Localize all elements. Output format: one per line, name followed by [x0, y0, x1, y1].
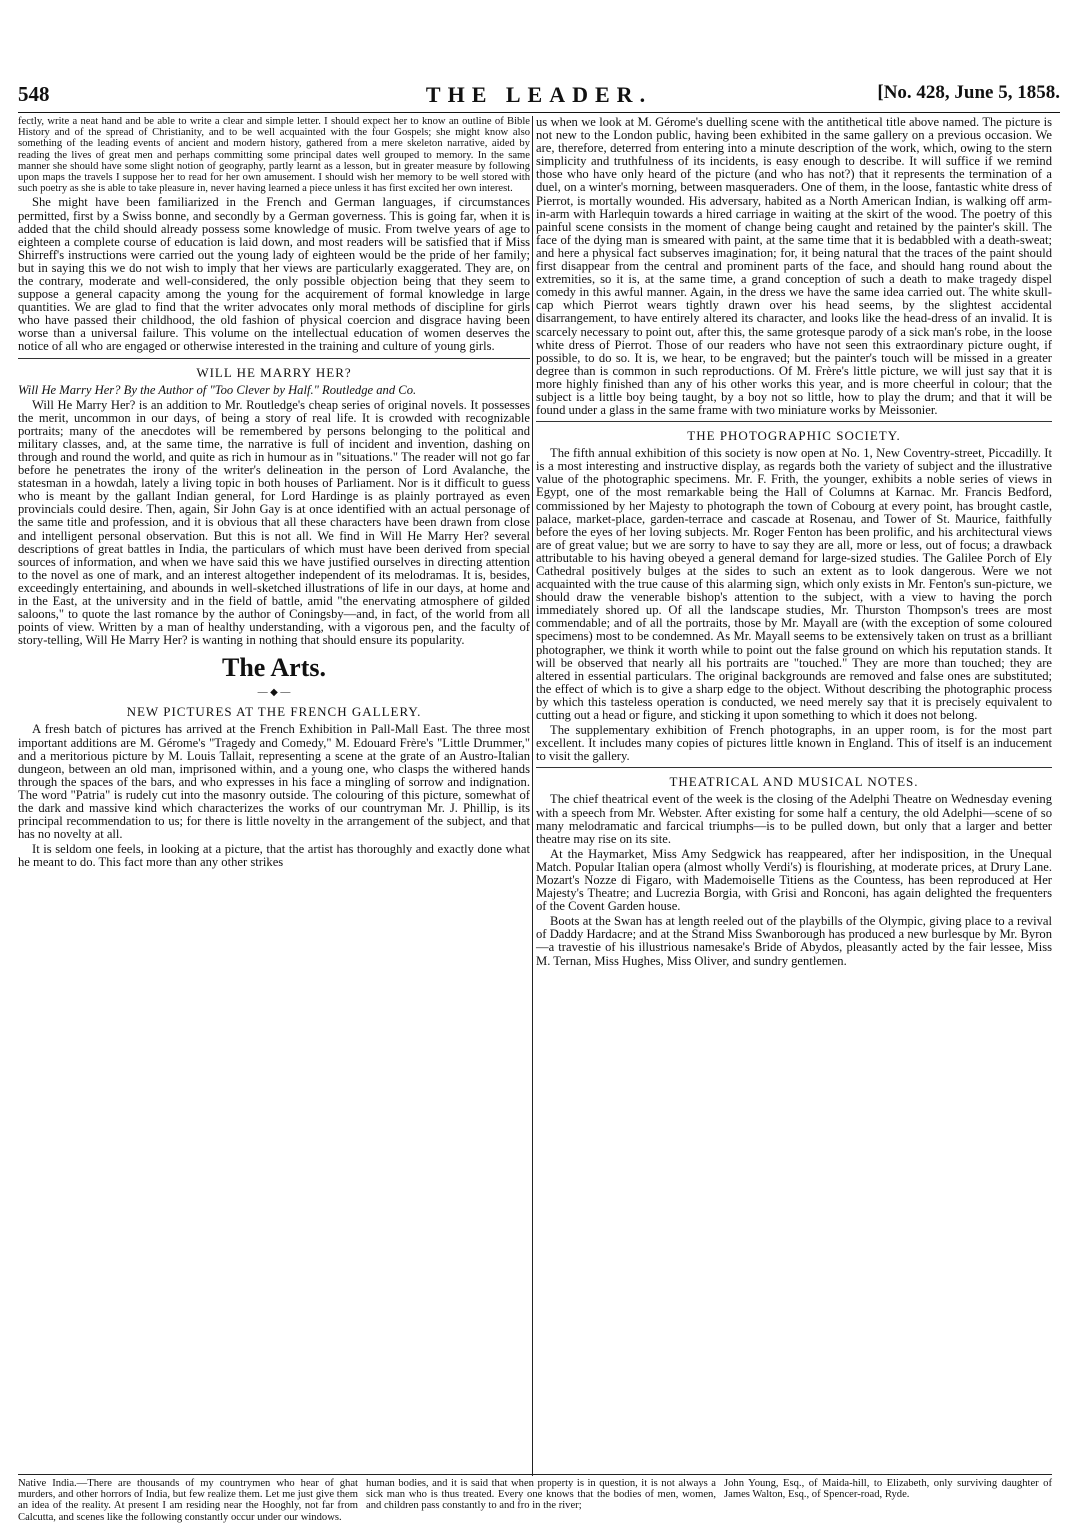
paragraph: The chief theatrical event of the week is the closing of the Adelphi Theatre on Wednesday evening with a speech from Mr. Webster. After existing for some half a century, the old Adelphi—scene of so many melodramatic and farcical triumphs—is to be pulled down, but only that a larger and better theatre may rise on its site. — [536, 792, 1052, 846]
paragraph: It is seldom one feels, in looking at a picture, that the artist has thoroughly and exactly done what he meant to do. This fact more than any other strikes — [18, 842, 530, 870]
section-rule — [536, 767, 1052, 768]
book-citation: Will He Marry Her? By the Author of "Too Clever by Half." Routledge and Co. — [18, 382, 417, 397]
article-continuation: us when we look at M. Gérome's duelling scene with the antithetical title above named. The picture is not new to the London public, having been exhibited in the same gallery on a previous occasion. We are, therefore, deterred from entering into a minute description of the work, which, owing to the stern simplicity and truthfulness of its incidents, is easy enough to describe. It will suffice if we remind those who have only heard of the picture (and who has not?) that it represents the termination of a duel, on a winter's morning, between masqueraders. One of them, in the loose, fantastic white dress of Pierrot, is mortally wounded. His adversary, habited as a North American Indian, is walking off arm-in-arm with Harlequin towards a hired carriage in waiting at the skirt of the wood. The poetry of this painful scene consists in the moment of change being caught and retained by the painter's skill. The face of the dying man is smeared with paint, at the same time that it is bedabbled with a death-sweat; and here a physical fact subserves imagination; for, it being natural that the traces of the paint should first disappear from the central and prominent parts of the face, and should hang round about the extremities, so it is, at the same time, a grand conception of such a death to make tragedy dispel comedy in this awful manner. Again, in the dress we have the same idea carried out. The white skull-cap which Pierrot wears tightly drawn over his head seems, by the slightest accidental disarrangement, to have entirely altered its character, and looks like the head-dress of an invalid. It is scarcely necessary to point out, after this, the same grotesque parody of a sick man's robe, in the loose white dress of Pierrot. Those of our readers who have not seen this extraordinary picture ought, if possible, to do so. It is, we hear, to be engraved; but the painter's touch will be missed in a greater degree than is common in such reproductions. Of M. Frère's little picture, we will just say that it is more highly finished than any of his other works this year, and is more cheerful in colour; that the subject is a little boy being taught, by a boy not so little, how to play the drum; and that it will be found under a glass in the same frame with two miniature works by Meissonier. — [536, 115, 1052, 418]
paragraph: Boots at the Swan has at length reeled out of the playbills of the Olympic, giving place to a revival of Daddy Hardacre; and at the Strand Miss Swanborough has produced a new burlesque by Mr. Byron—a travestie of his illustrious namesake's Bride of Abydos, pleasantly acted by the fair lessee, Miss M. Ternan, Miss Hughes, Miss Oliver, and sundry gentlemen. — [536, 914, 1052, 968]
column-divider — [532, 116, 533, 1476]
bottom-rule — [18, 1474, 1052, 1475]
left-column — [18, 116, 530, 1470]
right-column — [536, 116, 1052, 1470]
heading-will-he-marry-her: WILL HE MARRY HER? — [196, 364, 352, 380]
notice-text: John Young, Esq., of Maida-hill, to Elizabeth, only surviving daughter of James Walton, Esq., of Spencer-road, Ryde. — [724, 1478, 1052, 1501]
article-continuation: fectly, write a neat hand and be able to write a clear and simple letter. I should expect her to know an outline of Bible History and of the spread of Christianity, and to be well acquainted with the four Gospels; she might know also something of the leading events of ancient and modern history, gathered from a mere skeleton narrative, aided by reading the lives of great men and perhaps committing some principal dates well grouped to memory. In the same manner she should have some slight notion of geography, partly learnt as a lesson, but in greater measure by following upon maps the travels I suppose her to read for her own amusement. I should wish her memory to be well stored with such poetry as she is able to take pleasure in, never having learned a piece unless it has first excited her own interest. — [18, 116, 530, 195]
heading-theatrical-notes: THEATRICAL AND MUSICAL NOTES. — [669, 774, 919, 790]
paragraph: She might have been familiarized in the French and German languages, if circumstances permitted, first by a Swiss bonne, and secondly by a German governess. This is going far, when it is added that the child should already possess some knowledge of music. From twelve years of age to eighteen a complete course of education is laid down, and most readers will be satisfied that if Miss Shirreff's instructions were carried out the young lady of eighteen would be the pride of her family; but in saying this we do not wish to imply that her views are particularly exaggerated. They are, on the contrary, moderate and well-considered, the only possible objection being that they seem to suppose a general capacity among the young for the acquirement of formal knowledge in large quantities. We are glad to find that the writer advocates only moral methods of discipline for girls who have passed their childhood, the old fashion of physical coercion and disgrace having been worse than a universal failure. This volume on the intellectual education of women deserves the notice of all who are engaged or otherwise interested in the training and culture of young girls. — [18, 195, 530, 354]
paragraph: A fresh batch of pictures has arrived at the French Exhibition in Pall-Mall East. The three most important additions are M. Gérome's "Tragedy and Comedy," M. Edouard Frère's "Little Drummer," and a meritorious picture by M. Louis Tallait, representing a scene at the grate of an Austro-Italian dungeon, between an old man, imprisoned within, and a young one, who clasps the withered hands through the spaces of the bars, and who expresses in his face a mingling of sorrow and indignation. The word "Patria" is rudely cut into the masonry outside. The colouring of this picture, somewhat of the dark and massive kind which characterizes the works of our countryman Mr. J. Phillip, is its principal recommendation to us; for there is little novelty in the arrangement of the subject, and that has no novelty at all. — [18, 722, 530, 842]
issue-info: [No. 428, June 5, 1858. — [877, 82, 1060, 103]
paragraph: At the Haymarket, Miss Amy Sedgwick has reappeared, after her indisposition, in the Unequal Match. Popular Italian opera (almost wholly Verdi's) is flourishing, at moderate prices, at Drury Lane. Mozart's Nozze di Figaro, with Mademoiselle Titiens as the Countess, has been reproduced at Her Majesty's Theatre; and Lucrezia Borgia, with Grisi and Ronconi, has again delighted the frequenters of the Covent Garden house. — [536, 846, 1052, 914]
bottom-column-native-india — [18, 1478, 358, 1523]
native-india-text: Native India.—There are thousands of my countrymen who hear of ghat murders, and other horrors of India, but few realize them. Let me just give them an idea of the reality. At present I am residing near the Hooghly, not far from Calcutta, and scenes like the following constantly occur under our windows. — [18, 1478, 358, 1523]
masthead — [18, 82, 1060, 113]
ornament-divider: — ◆ — — [257, 687, 291, 699]
paragraph: The fifth annual exhibition of this society is now open at No. 1, New Coventry-street, Piccadilly. It is a most interesting and instructive display, as regards both the variety of subject and the illustrative value of the photographic specimens. Mr. F. Frith, the younger, exhibits a noble series of views in Egypt, one of the most remarkable being the Hall of Columns at Karnac. Mr. Francis Bedford, commissioned by her Majesty to photograph the town of Cobourg at every point, has brought castle, palace, market-place, garden-terrace and cascade at Rosenau, and Tower of St. Maurice, faithfully before the eyes of her loving subjects. Mr. Roger Fenton has been prolific, and his architectural views are of great value; but we are sorry to have to say they are all, more or less, out of focus; a drawback attributable to his having obeyed a general demand for large-sized studies. The Galilee Porch of Ely Cathedral positively bulges at the sides to such an extent as to look dangerous. Were we not acquainted with the true cause of this alarming sign, which only exists in Mr. Fenton's sun-picture, we should draw the venerable bishop's attention to the subject, with a view to having the porch immediately shored up. Of all the landscape studies, Mr. Thurston Thompson's trees are most commendable; and of all the portraits, those by Mr. Mayall are (with the exception of some coloured specimens) most to be condemned. As Mr. Mayall seems to be extensively taken on trust as a brilliant photographer, we think it worth while to point out the false ground on which his reputation stands. It will be observed that nearly all his portraits are "touched." They are more than touched; they are altered in essential particulars. The original backgrounds are removed and false ones are substituted; the effect of which is to give a sharp edge to the object. Without describing the photographic process by which this tasteless operation is conducted, we need merely say that it is precisely equivalent to cutting out a head or figure, and sticking it upon something to which it does not belong. — [536, 446, 1052, 723]
paragraph: The supplementary exhibition of French photographs, in an upper room, is for the most part excellent. It includes many copies of pictures little known in England. This of itself is an inducement to visit the gallery. — [536, 723, 1052, 764]
page-number: 548 — [18, 82, 50, 106]
middle-text: human bodies, and it is said that when property is in question, it is not always a sick man who is thus treated. Every one knows that the bodies of men, women, and children pass constantly to and fro in the river; — [366, 1478, 716, 1512]
newspaper-title: THE LEADER. — [425, 82, 653, 107]
bottom-column-middle — [366, 1478, 716, 1516]
heading-photographic-society: THE PHOTOGRAPHIC SOCIETY. — [687, 428, 901, 444]
section-rule — [536, 421, 1052, 422]
paragraph: Will He Marry Her? is an addition to Mr. Routledge's cheap series of original novels. It possesses the merit, uncommon in our days, of being a story of real life. It is crowded with recognizable portraits; many of the anecdotes will be remembered by persons belonging to the political and military classes, and, at the same time, the narrative is full of incident and invention, dashing on through and round the world, and quite as rich in humour as in "situations." The reader will not go far before he penetrates the irony of the writer's delineation in the person of Lord Avalanche, the statesman in a howdah, lately a living topic in both houses of Parliament. Nor is it difficult to guess who is meant by the gallant Indian general, for Lord Hardinge is as plainly portrayed as even provincials could desire. Then, again, Sir John Gay is at once identified with an actual personage of the same title and profession, and it is obvious that all these characters have been drawn from close and intelligent personal observation. But this is not all. We find in Will He Marry Her? several descriptions of great battles in India, the particulars of which must have been derived from special sources of information, and when we have said this we have justified ourselves in directing attention to the novel as one of mark, and an interest altogether independent of its melodramas. It is, besides, exceedingly entertaining, and abounds in well-sketched illustrations of life in our days, at home and in the East, at the university and in the field of battle, amid "the enervating atmosphere of gilded saloons," to quote the last romance by the author of Coningsby—and, in fact, of the world from all points of view. Written by a man of healthy understanding, with a vigorous pen, and the faculty of story-telling, Will He Marry Her? is wanting in nothing that should ensure its popularity. — [18, 397, 530, 648]
section-rule — [18, 358, 530, 359]
section-title-arts: The Arts. — [222, 653, 326, 683]
heading-french-gallery: NEW PICTURES AT THE FRENCH GALLERY. — [126, 704, 422, 720]
bottom-column-notices — [724, 1478, 1052, 1516]
